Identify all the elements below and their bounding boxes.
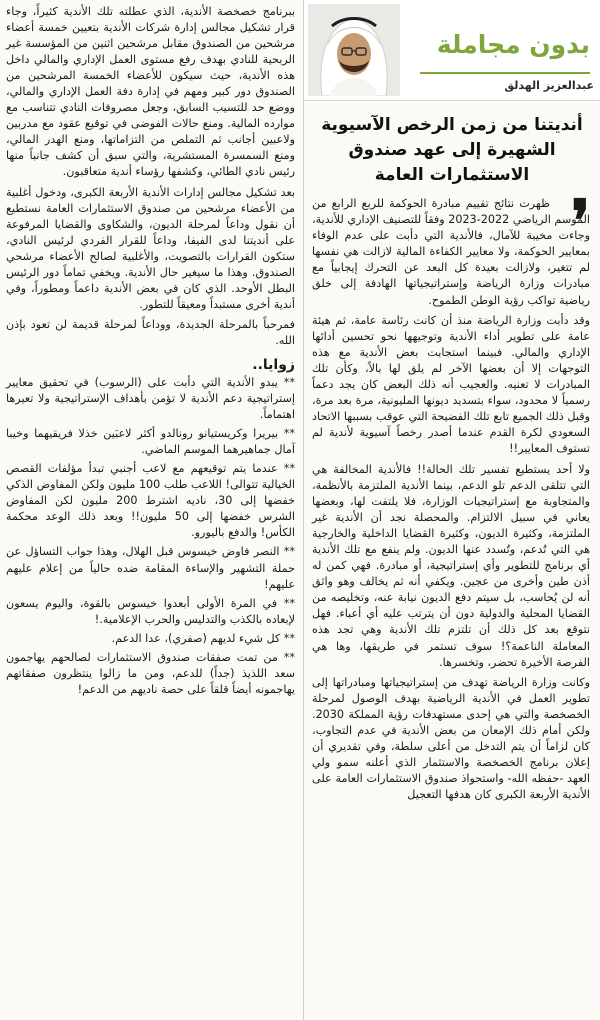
- column-masthead: [304, 0, 600, 101]
- zawaya-item: ** من تمت صفقات صندوق الاستثمارات لصالحهم يهاجمون سعد اللذيذ (جداً) للدعم، ومن ما زالوا ينتظرون صفقاتهم يهاجمونه أيضاً قلقاً على حصة ناديهم من الدعم!: [6, 650, 295, 696]
- paragraph: وقد دأبت وزارة الرياضة منذ أن كانت رئاسة عامة، ثم هيئة عامة على تطوير أداء الأندية وتوجيهها نحو تحسين أدائها الإداري والمالي. فبينما استجابت بعض الأندية مع هذه التوجهات إلا أن بعضها الآخر لم يلق لها بالاً، وكأن تلك المبادرات لا تعنيه. والعجيب أنه ذلك البعض كان يجد دعماً رسمياً لا محدود، سواء بتسديد ديونها المليونية، مرة بعد مرة، وقبل ذلك الجميع تابع تلك الفضيحة التي عوقب بسببها الاتحاد السعودي لكرة القدم عندما أصدر رخصاً آسيوية لأندية لم تستوف المعايير!!: [312, 313, 590, 456]
- paragraph: ظهرت نتائج تقييم مبادرة الحوكمة للربع الرابع من الموسم الرياضي 2022-2023 وفقاً للتصنيف الإداري للأندية، وجاءت مخيبة للآمال، فالأندية التي دأبت على عدم الوفاء بمعايير الحوكمة، ولا معايير الكفاءة المالية لازالت هي نفسها لم تتغير، ولازالت بعيدة كل البعد عن التحرك إيجابياً مع مبادرات وزارة الرياضة وإستراتيجياتها الهادفة إلى خلق رياضية تواكب رؤية الوطن الطموح.: [312, 197, 590, 307]
- article-headline: أنديتنا من زمن الرخص الآسيوية الشهيرة إلى عهد صندوق الاستثمارات العامة: [321, 115, 583, 185]
- zawaya-item: ** كل شيء لديهم (صفري)، عدا الدعم.: [111, 631, 295, 645]
- paragraph: ببرنامج خصخصة الأندية، الذي عطلته تلك الأندية كثيراً، وجاء قرار تشكيل مجالس إدارة شركات الأندية بتعيين خمسة أعضاء مرشحين من الصندوق مقابل مرشحين اثنين من المؤسسة غير الربحية للنادي بهدف رفع مستوى العمل الإداري والمالي داخل هذه الأندية، حيث سيكون للأعضاء الخمسة المرشحين من الصندوق دور كبير ومهم في إدارة دفة العمل الإداري والمالي، ووضع حد للتسيب السابق، وجعل مصروفات النادي تتناسب مع موارده المالية. ومنع حالات الفوضى في توقيع عقود مع مدربين ولاعبين أجانب ثم التملص من التزاماتها، ومنع الهدر المالي، ومنع السمسرة المستشرية، والتي سبق أن كشف جانباً منها رئيس نادي الطائي، وكشفها رؤساء أندية متعاقبون.: [6, 5, 295, 179]
- paragraph: ولا أحد يستطيع تفسير تلك الحالة!! فالأندية المخالفة هي التي تتلقى الدعم تلو الدعم، بينما الأندية الملتزمة بالأنظمة، والمتجاوبة مع إستراتيجيات الوزارة، فلا يلتفت لها، وبعضها يعاني في سبيل الالتزام. والمحصلة نجد أن الأندية غير الملتزمة، وكثيرة الديون، وكثيرة القضايا الداخلية والخارجية هي التي تُدعم، وتُسدد عنها الديون. ولم ينفع مع تلك الأندية أي برنامج للتطوير وأي إستراتيجية، أو مبادرة. فهي كمن له أذن طين وأخرى من عجين. ويكفي أنه ثم يخالف وهو واثق أنه لن يُحاسب، بل سيتم دفع الديون نيابة عنه، وتخليصه من القضايا المحلية والدولية دون أن يترتب عليه أي أعباء. فهل نتوقع بعد كل ذلك أن تلتزم تلك الأندية وهي تجد هذه المعاملة الناعمة؟! سوف تستمر في طريقها، وها هي الفرصة الأخيرة تحضر، وتخسرها.: [312, 462, 590, 669]
- column-title: بدون مجاملة: [436, 30, 590, 59]
- right-column: [303, 0, 600, 1020]
- author-photo: [308, 4, 400, 96]
- zawaya-heading: زوايا..: [252, 356, 295, 373]
- article-body-start: [312, 187, 590, 803]
- quote-mark-icon: ❜: [571, 187, 590, 255]
- title-underline: [420, 72, 590, 74]
- zawaya-item: ** النصر فاوض خيسوس قبل الهلال، وهذا جواب التساؤل عن حملة التشهير والإساءة المقامة ضده حالياً من إعلام عليهم عليهم!: [6, 545, 295, 591]
- zawaya-item: ** بيريرا وكريستيانو رونالدو أكثر لاعبَين خذلا فريقيهما وخيبا آمال جماهيرهما الموسم الماضي.: [6, 427, 295, 457]
- author-name: عبدالعزيز الهدلق: [504, 79, 594, 92]
- paragraph: بعد تشكيل مجالس إدارات الأندية الأربعة الكبرى، ودخول أغلبية من الأعضاء مرشحين من صندوق الاستثمارات العامة نستطيع أن نقول وداعاً لمرحلة الديون، والشكاوى والقضايا المرفوعة على أنديتنا لدى الفيفا، وداعاً للقرار الفردي لرئيس النادي، ستكون القرارات بالتصويت، والأغلبية لصالح الأعضاء مرشحي الصندوق. وهذا ما سيغير حال الأندية. ويخفي تماماً دور الرئيس البطل الأوحد. الذي كان في بعض الأندية داعماً ومطوراً، وفي أندية أخرى مستبداً ومعيقاً للتطور.: [6, 185, 295, 311]
- zawaya-item: ** عندما يتم توقيعهم مع لاعب أجنبي تبدأ مؤلفات القصص الخيالية تتوالى! اللاعب طلب 100 مليون ولكن المفاوض الذكي خفضها إلى 30، ناديه اشترط 200 مليون لكن المفاوض الشرس خفضها إلى 50 مليون!! وبعد ذلك الوعد محكمة الكأس! والدفع باليورو.: [6, 462, 296, 540]
- paragraph: وكانت وزارة الرياضة تهدف من إستراتيجياتها ومبادراتها إلى تطوير العمل في الأندية الرياضية بهدف الوصول لمرحلة الخصخصة والتي هي إحدى مستهدفات رؤية المملكة 2030. ولكن أمام ذلك الإمعان من بعض الأندية في عدم التجاوب، كان لزاماً أن يتم التدخل من أعلى سلطة، وفي تقديري أن إعلان برنامج الخصخصة والاستثمار الذي أعلنه سمو ولي العهد -حفظه الله- واستحواذ صندوق الاستثمارات العامة على الأندية الأربعة الكبرى كان هدفها التعجيل: [312, 675, 590, 802]
- zawaya-item: ** يبدو الأندية التي دأبت على (الرسوب) في تحقيق معايير إستراتيجية دعم الأندية لا تؤمن بأهداف الإستراتيجية ولا تعيرها اهتماماً.: [6, 375, 295, 422]
- zawaya-item: ** في المرة الأولى أبعدوا خيسوس بالقوة، واليوم يسعون لإبعاده بالكذب والتدليس والحرب الإعلامية.!: [6, 596, 295, 626]
- paragraph: فمرحباً بالمرحلة الجديدة، ووداعاً لمرحلة قديمة لن تعود بإذن الله.: [6, 317, 295, 347]
